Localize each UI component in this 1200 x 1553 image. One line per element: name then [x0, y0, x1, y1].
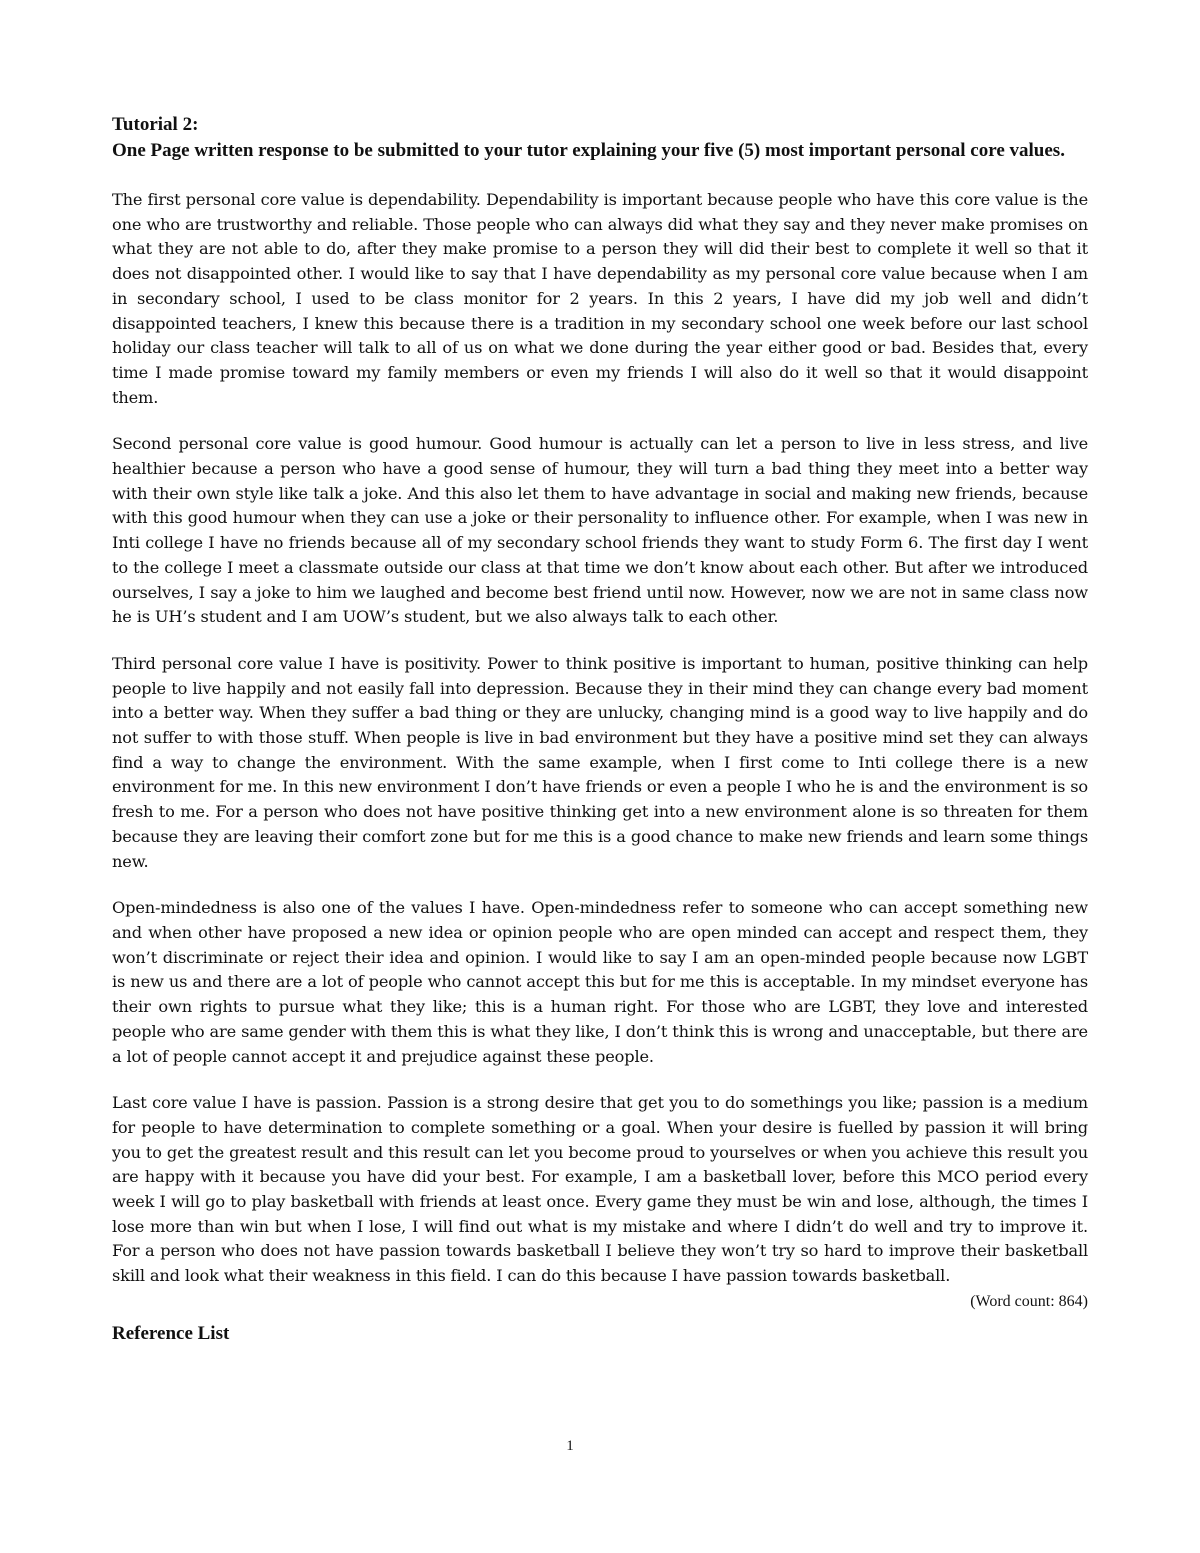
- paragraph-good-humour: Second personal core value is good humour. Good humour is actually can let a person to live in less stress, and live healthier because a person who have a good sense of humour, they will turn a bad thing they meet into a better way with their own style like talk a joke. And this also let them to have advantage in social and making new friends, because with this good humour when they can use a joke or their personality to influence other. For example, when I was new in Inti college I have no friends because all of my secondary school friends they want to study Form 6. The first day I went to the college I meet a classmate outside our class at that time we don’t know about each other. But after we introduced ourselves, I say a joke to him we laughed and become best friend until now. However, now we are not in same class now he is UH’s student and I am UOW’s student, but we also always talk to each other.: [112, 434, 1088, 627]
- paragraph-positivity: Third personal core value I have is positivity. Power to think positive is important to human, positive thinking can help people to live happily and not easily fall into depression. Because they in their mind they can change every bad moment into a better way. When they suffer a bad thing or they are unlucky, changing mind is a good way to live happily and do not suffer to with those stuff. When people is live in bad environment but they have a positive mind set they can always find a way to change the environment. With the same example, when I first come to Inti college there is a new environment for me. In this new environment I don’t have friends or even a people I who he is and the environment is so fresh to me. For a person who does not have positive thinking get into a new environment alone is so threaten for them because they are leaving their comfort zone but for me this is a good chance to make new friends and learn some things new.: [112, 653, 1088, 871]
- page-number: 1: [566, 1438, 574, 1454]
- document-body: [112, 112, 1088, 1347]
- tutorial-title: Tutorial 2:: [112, 114, 199, 135]
- word-count: (Word count: 864): [970, 1292, 1088, 1310]
- paragraph-passion: Last core value I have is passion. Passion is a strong desire that get you to do somethings you like; passion is a medium for people to have determination to complete something or a goal. When your desire is fuelled by passion it will bring you to get the greatest result and this result can let you become proud to yourselves or when you achieve this result you are happy with it because you have did your best. For example, I am a basketball lover, before this MCO period every week I will go to play basketball with friends at least once. Every game they must be win and lose, although, the times I lose more than win but when I lose, I will find out what is my mistake and where I didn’t do well and try to improve it. For a person who does not have passion towards basketball I believe they won’t try so hard to improve their basketball skill and look what their weakness in this field. I can do this because I have passion towards basketball.: [112, 1093, 1088, 1286]
- reference-list-heading: Reference List: [112, 1322, 230, 1344]
- paragraph-dependability: The first personal core value is dependability. Dependability is important because people who have this core value is the one who are trustworthy and reliable. Those people who can always did what they say and they never make promises on what they are not able to do, after they make promise to a person they will did their best to complete it well so that it does not disappointed other. I would like to say that I have dependability as my personal core value because when I am in secondary school, I used to be class monitor for 2 years. In this 2 years, I have did my job well and didn’t disappointed teachers, I knew this because there is a tradition in my secondary school one week before our last school holiday our class teacher will talk to all of us on what we done during the year either good or bad. Besides that, every time I made promise toward my family members or even my friends I will also do it well so that it would disappoint them.: [112, 190, 1088, 407]
- assignment-instructions: One Page written response to be submitted to your tutor explaining your five (5) most important personal core values.: [112, 140, 1065, 161]
- paragraph-open-mindedness: Open-mindedness is also one of the values I have. Open-mindedness refer to someone who can accept something new and when other have proposed a new idea or opinion people who are open minded can accept and respect them, they won’t discriminate or reject their idea and opinion. I would like to say I am an open-minded people because now LGBT is new us and there are a lot of people who cannot accept this but for me this is acceptable. In my mindset everyone has their own rights to pursue what they like; this is a human right. For those who are LGBT, they love and interested people who are same gender with them this is what they like, I don’t think this is wrong and unacceptable, but there are a lot of people cannot accept it and prejudice against these people.: [112, 898, 1088, 1066]
